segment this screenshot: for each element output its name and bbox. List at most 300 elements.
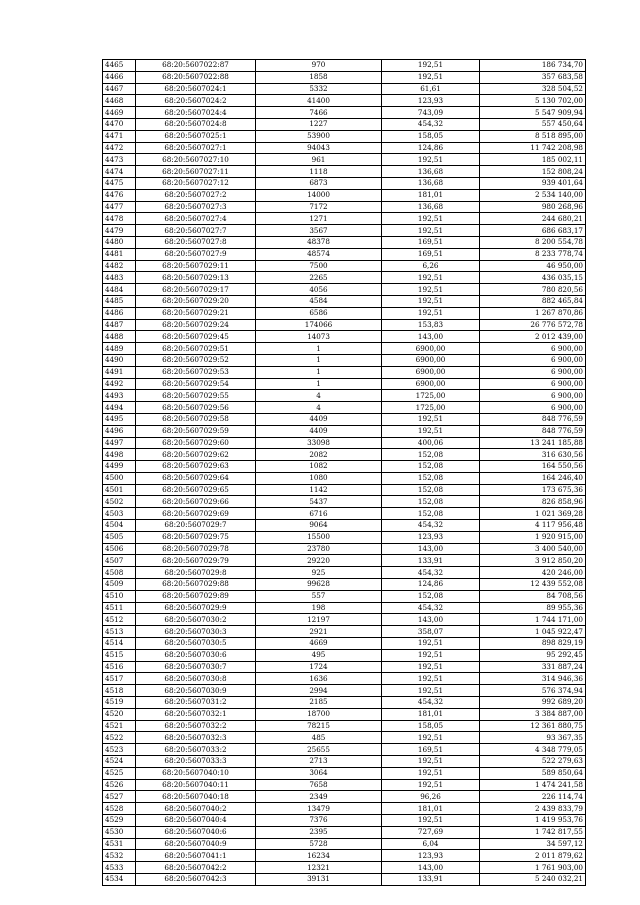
total-value-cell: 3 912 850,20 [480,555,586,567]
table-row [103,756,586,768]
table-row [103,390,586,402]
total-value-cell: 980 268,96 [480,201,586,213]
area-cell: 2185 [256,697,382,709]
unit-value-cell: 454,32 [382,567,480,579]
unit-value-cell: 96,26 [382,791,480,803]
cadastral-number-cell: 68:20:5607025:1 [136,130,256,142]
unit-value-cell: 192,51 [382,213,480,225]
cadastral-number-cell: 68:20:5607030:6 [136,649,256,661]
cadastral-number-cell: 68:20:5607029:58 [136,413,256,425]
area-cell: 23780 [256,543,382,555]
row-number-cell: 4468 [103,95,136,107]
total-value-cell: 1 742 817,55 [480,826,586,838]
total-value-cell: 34 597,12 [480,838,586,850]
area-cell: 1 [256,354,382,366]
table-row [103,60,586,72]
row-number-cell: 4507 [103,555,136,567]
area-cell: 1724 [256,661,382,673]
total-value-cell: 13 241 185,88 [480,437,586,449]
table-row [103,83,586,95]
row-number-cell: 4504 [103,520,136,532]
unit-value-cell: 192,51 [382,284,480,296]
row-number-cell: 4476 [103,189,136,201]
total-value-cell: 1 920 915,00 [480,531,586,543]
row-number-cell: 4485 [103,295,136,307]
unit-value-cell: 143,00 [382,862,480,874]
row-number-cell: 4503 [103,508,136,520]
row-number-cell: 4517 [103,673,136,685]
table-row [103,449,586,461]
cadastral-number-cell: 68:20:5607029:51 [136,343,256,355]
unit-value-cell: 6900,00 [382,343,480,355]
total-value-cell: 1 045 922,47 [480,626,586,638]
unit-value-cell: 192,51 [382,638,480,650]
area-cell: 7172 [256,201,382,213]
table-row [103,319,586,331]
total-value-cell: 898 829,19 [480,638,586,650]
row-number-cell: 4512 [103,614,136,626]
unit-value-cell: 181,01 [382,708,480,720]
unit-value-cell: 6900,00 [382,366,480,378]
table-row [103,366,586,378]
cadastral-number-cell: 68:20:5607024:2 [136,95,256,107]
cadastral-number-cell: 68:20:5607029:79 [136,555,256,567]
table-row [103,602,586,614]
cadastral-number-cell: 68:20:5607032:2 [136,720,256,732]
table-row [103,697,586,709]
cadastral-number-cell: 68:20:5607029:17 [136,284,256,296]
unit-value-cell: 192,51 [382,425,480,437]
row-number-cell: 4529 [103,815,136,827]
unit-value-cell: 6,26 [382,260,480,272]
table-row [103,614,586,626]
total-value-cell: 8 233 778,74 [480,248,586,260]
unit-value-cell: 152,08 [382,496,480,508]
row-number-cell: 4484 [103,284,136,296]
unit-value-cell: 192,51 [382,779,480,791]
row-number-cell: 4488 [103,331,136,343]
cadastral-number-cell: 68:20:5607027:11 [136,166,256,178]
cadastral-number-cell: 68:20:5607041:1 [136,850,256,862]
row-number-cell: 4523 [103,744,136,756]
unit-value-cell: 133,91 [382,555,480,567]
unit-value-cell: 123,93 [382,850,480,862]
table-row [103,826,586,838]
table-row [103,567,586,579]
unit-value-cell: 192,51 [382,307,480,319]
table-row [103,732,586,744]
total-value-cell: 244 680,21 [480,213,586,225]
cadastral-number-cell: 68:20:5607030:9 [136,685,256,697]
unit-value-cell: 358,07 [382,626,480,638]
row-number-cell: 4505 [103,531,136,543]
total-value-cell: 2 439 833,79 [480,803,586,815]
total-value-cell: 576 374,94 [480,685,586,697]
total-value-cell: 226 114,74 [480,791,586,803]
area-cell: 2713 [256,756,382,768]
cadastral-number-cell: 68:20:5607024:4 [136,107,256,119]
row-number-cell: 4530 [103,826,136,838]
total-value-cell: 6 900,00 [480,343,586,355]
unit-value-cell: 6,04 [382,838,480,850]
area-cell: 4584 [256,295,382,307]
row-number-cell: 4474 [103,166,136,178]
area-cell: 16234 [256,850,382,862]
area-cell: 1 [256,366,382,378]
unit-value-cell: 192,51 [382,272,480,284]
area-cell: 25655 [256,744,382,756]
table-row [103,402,586,414]
row-number-cell: 4495 [103,413,136,425]
unit-value-cell: 192,51 [382,673,480,685]
area-cell: 3064 [256,767,382,779]
cadastral-number-cell: 68:20:5607022:87 [136,60,256,72]
total-value-cell: 848 776,59 [480,413,586,425]
cadastral-number-cell: 68:20:5607029:63 [136,461,256,473]
area-cell: 99628 [256,579,382,591]
area-cell: 1142 [256,484,382,496]
area-cell: 4 [256,390,382,402]
table-row [103,295,586,307]
row-number-cell: 4496 [103,425,136,437]
unit-value-cell: 192,51 [382,60,480,72]
area-cell: 3567 [256,225,382,237]
total-value-cell: 185 002,11 [480,154,586,166]
unit-value-cell: 124,86 [382,579,480,591]
unit-value-cell: 123,93 [382,95,480,107]
total-value-cell: 6 900,00 [480,366,586,378]
table-row [103,638,586,650]
total-value-cell: 436 035,15 [480,272,586,284]
row-number-cell: 4506 [103,543,136,555]
cadastral-number-cell: 68:20:5607029:62 [136,449,256,461]
unit-value-cell: 152,08 [382,472,480,484]
area-cell: 14073 [256,331,382,343]
cadastral-number-cell: 68:20:5607040:10 [136,767,256,779]
total-value-cell: 2 012 439,00 [480,331,586,343]
total-value-cell: 89 955,36 [480,602,586,614]
row-number-cell: 4499 [103,461,136,473]
row-number-cell: 4479 [103,225,136,237]
table-row [103,142,586,154]
total-value-cell: 357 683,58 [480,71,586,83]
area-cell: 12197 [256,614,382,626]
unit-value-cell: 136,68 [382,166,480,178]
unit-value-cell: 158,05 [382,720,480,732]
area-cell: 2082 [256,449,382,461]
table-row [103,555,586,567]
total-value-cell: 992 689,20 [480,697,586,709]
row-number-cell: 4501 [103,484,136,496]
table-row [103,579,586,591]
unit-value-cell: 743,09 [382,107,480,119]
row-number-cell: 4471 [103,130,136,142]
cadastral-number-cell: 68:20:5607027:7 [136,225,256,237]
unit-value-cell: 6900,00 [382,354,480,366]
table-row [103,744,586,756]
cadastral-number-cell: 68:20:5607029:89 [136,590,256,602]
total-value-cell: 1 419 953,76 [480,815,586,827]
total-value-cell: 26 776 572,78 [480,319,586,331]
unit-value-cell: 192,51 [382,732,480,744]
unit-value-cell: 454,32 [382,697,480,709]
total-value-cell: 1 474 241,58 [480,779,586,791]
total-value-cell: 8 518 895,00 [480,130,586,142]
unit-value-cell: 124,86 [382,142,480,154]
cadastral-number-cell: 68:20:5607032:3 [136,732,256,744]
table-row [103,508,586,520]
unit-value-cell: 181,01 [382,803,480,815]
total-value-cell: 5 240 032,21 [480,873,586,885]
table-row [103,838,586,850]
area-cell: 15500 [256,531,382,543]
cadastral-number-cell: 68:20:5607029:64 [136,472,256,484]
unit-value-cell: 136,68 [382,201,480,213]
total-value-cell: 8 200 554,78 [480,236,586,248]
row-number-cell: 4526 [103,779,136,791]
cadastral-number-cell: 68:20:5607029:65 [136,484,256,496]
unit-value-cell: 192,51 [382,685,480,697]
table-row [103,685,586,697]
total-value-cell: 826 858,96 [480,496,586,508]
row-number-cell: 4520 [103,708,136,720]
area-cell: 13479 [256,803,382,815]
cadastral-number-cell: 68:20:5607027:4 [136,213,256,225]
cadastral-number-cell: 68:20:5607033:2 [136,744,256,756]
table-row [103,331,586,343]
row-number-cell: 4467 [103,83,136,95]
table-row [103,343,586,355]
row-number-cell: 4519 [103,697,136,709]
area-cell: 925 [256,567,382,579]
unit-value-cell: 158,05 [382,130,480,142]
table-row [103,484,586,496]
table-row [103,71,586,83]
cadastral-number-cell: 68:20:5607027:2 [136,189,256,201]
unit-value-cell: 192,51 [382,756,480,768]
cadastral-number-cell: 68:20:5607029:75 [136,531,256,543]
area-cell: 7500 [256,260,382,272]
table-row [103,107,586,119]
unit-value-cell: 143,00 [382,614,480,626]
table-row [103,307,586,319]
row-number-cell: 4515 [103,649,136,661]
cadastral-number-cell: 68:20:5607029:55 [136,390,256,402]
unit-value-cell: 123,93 [382,531,480,543]
area-cell: 78215 [256,720,382,732]
row-number-cell: 4513 [103,626,136,638]
table-row [103,95,586,107]
cadastral-number-cell: 68:20:5607029:66 [136,496,256,508]
row-number-cell: 4478 [103,213,136,225]
cadastral-number-cell: 68:20:5607029:53 [136,366,256,378]
table-row [103,862,586,874]
area-cell: 5437 [256,496,382,508]
table-row [103,791,586,803]
row-number-cell: 4481 [103,248,136,260]
unit-value-cell: 152,08 [382,484,480,496]
row-number-cell: 4514 [103,638,136,650]
area-cell: 48574 [256,248,382,260]
total-value-cell: 522 279,63 [480,756,586,768]
total-value-cell: 882 465,84 [480,295,586,307]
total-value-cell: 4 348 779,05 [480,744,586,756]
area-cell: 7658 [256,779,382,791]
cadastral-number-cell: 68:20:5607029:7 [136,520,256,532]
table-row [103,437,586,449]
cadastral-number-cell: 68:20:5607031:2 [136,697,256,709]
area-cell: 4056 [256,284,382,296]
cadastral-number-cell: 68:20:5607024:8 [136,118,256,130]
unit-value-cell: 61,61 [382,83,480,95]
unit-value-cell: 152,08 [382,449,480,461]
total-value-cell: 1 761 903,00 [480,862,586,874]
cadastral-number-cell: 68:20:5607029:52 [136,354,256,366]
cadastral-number-cell: 68:20:5607029:8 [136,567,256,579]
area-cell: 1227 [256,118,382,130]
cadastral-number-cell: 68:20:5607027:10 [136,154,256,166]
table-body [103,60,586,886]
area-cell: 2265 [256,272,382,284]
cadastral-number-cell: 68:20:5607029:20 [136,295,256,307]
table-row [103,626,586,638]
cadastral-number-cell: 68:20:5607024:1 [136,83,256,95]
cadastral-number-cell: 68:20:5607029:21 [136,307,256,319]
cadastral-value-table [102,59,586,886]
total-value-cell: 152 808,24 [480,166,586,178]
total-value-cell: 328 504,52 [480,83,586,95]
row-number-cell: 4494 [103,402,136,414]
cadastral-number-cell: 68:20:5607029:88 [136,579,256,591]
row-number-cell: 4525 [103,767,136,779]
table-row [103,201,586,213]
row-number-cell: 4490 [103,354,136,366]
table-row [103,118,586,130]
row-number-cell: 4531 [103,838,136,850]
row-number-cell: 4483 [103,272,136,284]
table-row [103,425,586,437]
row-number-cell: 4498 [103,449,136,461]
row-number-cell: 4492 [103,378,136,390]
total-value-cell: 848 776,59 [480,425,586,437]
cadastral-number-cell: 68:20:5607040:4 [136,815,256,827]
unit-value-cell: 152,08 [382,590,480,602]
total-value-cell: 164 550,56 [480,461,586,473]
area-cell: 14000 [256,189,382,201]
table-row [103,850,586,862]
total-value-cell: 420 246,00 [480,567,586,579]
total-value-cell: 331 887,24 [480,661,586,673]
cadastral-number-cell: 68:20:5607029:59 [136,425,256,437]
unit-value-cell: 136,68 [382,177,480,189]
area-cell: 12321 [256,862,382,874]
row-number-cell: 4511 [103,602,136,614]
unit-value-cell: 153,83 [382,319,480,331]
table-row [103,873,586,885]
unit-value-cell: 169,51 [382,236,480,248]
area-cell: 1080 [256,472,382,484]
cadastral-number-cell: 68:20:5607029:24 [136,319,256,331]
table-row [103,236,586,248]
row-number-cell: 4521 [103,720,136,732]
table-row [103,803,586,815]
unit-value-cell: 6900,00 [382,378,480,390]
row-number-cell: 4510 [103,590,136,602]
cadastral-number-cell: 68:20:5607030:8 [136,673,256,685]
row-number-cell: 4509 [103,579,136,591]
area-cell: 2349 [256,791,382,803]
row-number-cell: 4491 [103,366,136,378]
total-value-cell: 2 534 140,00 [480,189,586,201]
area-cell: 94043 [256,142,382,154]
total-value-cell: 939 401,64 [480,177,586,189]
total-value-cell: 5 547 909,94 [480,107,586,119]
unit-value-cell: 169,51 [382,248,480,260]
area-cell: 6716 [256,508,382,520]
total-value-cell: 84 708,56 [480,590,586,602]
area-cell: 33098 [256,437,382,449]
cadastral-number-cell: 68:20:5607030:5 [136,638,256,650]
unit-value-cell: 143,00 [382,331,480,343]
unit-value-cell: 1725,00 [382,402,480,414]
row-number-cell: 4532 [103,850,136,862]
table-row [103,272,586,284]
table-row [103,590,586,602]
table-row [103,413,586,425]
row-number-cell: 4466 [103,71,136,83]
row-number-cell: 4533 [103,862,136,874]
row-number-cell: 4475 [103,177,136,189]
row-number-cell: 4493 [103,390,136,402]
row-number-cell: 4473 [103,154,136,166]
area-cell: 2395 [256,826,382,838]
area-cell: 7466 [256,107,382,119]
cadastral-number-cell: 68:20:5607029:11 [136,260,256,272]
row-number-cell: 4489 [103,343,136,355]
unit-value-cell: 169,51 [382,744,480,756]
cadastral-number-cell: 68:20:5607040:9 [136,838,256,850]
total-value-cell: 6 900,00 [480,354,586,366]
unit-value-cell: 192,51 [382,413,480,425]
area-cell: 1271 [256,213,382,225]
table-row [103,649,586,661]
area-cell: 557 [256,590,382,602]
total-value-cell: 1 267 870,86 [480,307,586,319]
total-value-cell: 6 900,00 [480,390,586,402]
row-number-cell: 4524 [103,756,136,768]
row-number-cell: 4486 [103,307,136,319]
row-number-cell: 4477 [103,201,136,213]
total-value-cell: 12 439 552,08 [480,579,586,591]
area-cell: 7376 [256,815,382,827]
cadastral-number-cell: 68:20:5607029:13 [136,272,256,284]
unit-value-cell: 143,00 [382,543,480,555]
total-value-cell: 1 744 171,00 [480,614,586,626]
cadastral-number-cell: 68:20:5607029:60 [136,437,256,449]
cadastral-number-cell: 68:20:5607029:69 [136,508,256,520]
cadastral-number-cell: 68:20:5607027:12 [136,177,256,189]
area-cell: 53900 [256,130,382,142]
unit-value-cell: 181,01 [382,189,480,201]
total-value-cell: 6 900,00 [480,402,586,414]
area-cell: 5332 [256,83,382,95]
table-row [103,531,586,543]
row-number-cell: 4469 [103,107,136,119]
cadastral-number-cell: 68:20:5607030:7 [136,661,256,673]
unit-value-cell: 400,06 [382,437,480,449]
cadastral-number-cell: 68:20:5607029:45 [136,331,256,343]
total-value-cell: 314 946,36 [480,673,586,685]
